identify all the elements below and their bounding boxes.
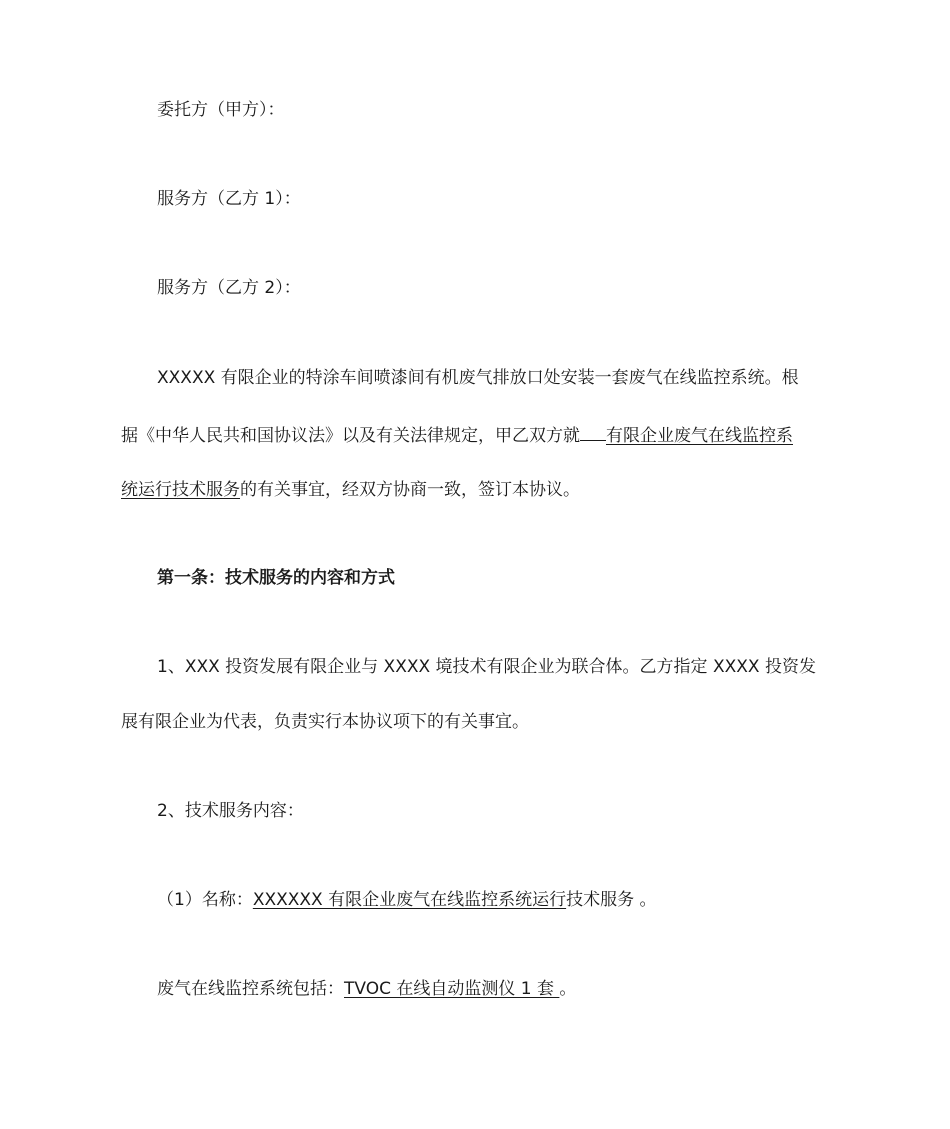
client-party-line: 委托方（甲方）： — [157, 100, 285, 120]
item1-line-2: 展有限企业为代表，负责实行本协议项下的有关事宜。 — [121, 712, 529, 732]
item1-line-1: 1、XXX 投资发展有限企业与 XXXX 境技术有限企业为联合体。乙方指定 XXXX 投资发 — [157, 657, 816, 677]
sub1-label: （1）名称： — [157, 890, 253, 910]
system-value-underlined: TVOC 在线自动监测仪 1 套 — [344, 979, 560, 999]
intro-line-1: XXXXX 有限企业的特涂车间喷漆间有机废气排放口处安装一套废气在线监控系统。根 — [157, 368, 799, 388]
system-line — [157, 977, 576, 1001]
system-label: 废气在线监控系统包括： — [157, 979, 344, 999]
intro-line-2-text: 据《中华人民共和国协议法》以及有关法律规定，甲乙双方就 — [121, 426, 580, 446]
provider2-party-line: 服务方（乙方 2）： — [157, 278, 301, 298]
intro-underlined-subject: 有限企业废气在线监控系 — [606, 426, 793, 446]
system-end: 。 — [559, 979, 577, 999]
sub1-line — [157, 888, 657, 912]
intro-underlined-subject-cont: 统运行技术服务 — [121, 480, 240, 500]
intro-line-3 — [121, 478, 580, 502]
item2-line: 2、技术服务内容： — [157, 801, 304, 821]
provider1-party-line: 服务方（乙方 1）： — [157, 189, 301, 209]
intro-line-2 — [121, 422, 793, 446]
article1-heading: 第一条：技术服务的内容和方式 — [157, 568, 395, 588]
sub1-value-underlined: XXXXXX 有限企业废气在线监控系统运行 — [252, 890, 567, 910]
blank-underline — [580, 422, 606, 441]
intro-line-3-text: 的有关事宜，经双方协商一致，签订本协议。 — [240, 480, 580, 500]
sub1-value-rest: 技术服务 。 — [566, 890, 657, 910]
